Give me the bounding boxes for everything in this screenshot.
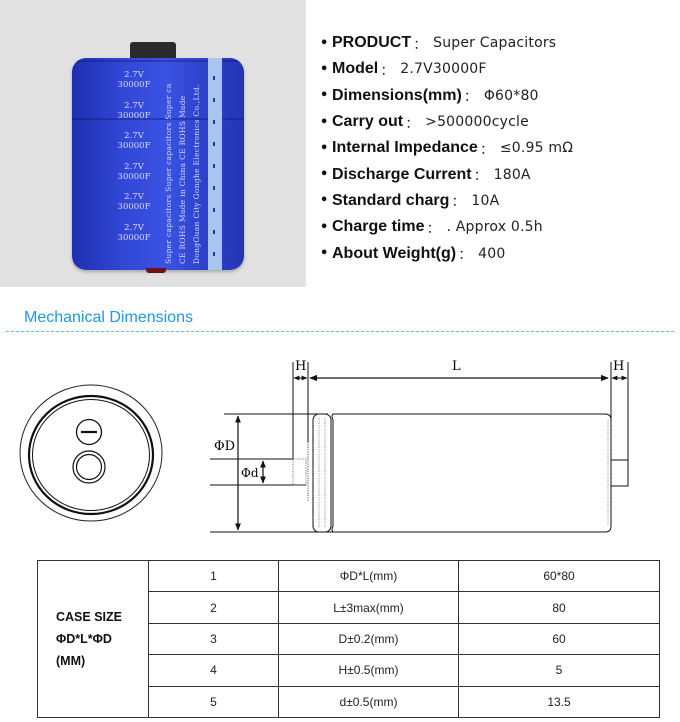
bullet-icon: •	[320, 114, 329, 130]
spec-item-discharge-current: • Discharge Current ： 180A	[320, 165, 531, 185]
dimension-table	[37, 560, 660, 718]
capacitor-print-line: DongGuan City Gonghe Electronics Co.,Ltd.	[192, 84, 201, 264]
spec-value: . Approx 0.5h	[446, 219, 543, 236]
capacitor-bottom-lead	[146, 268, 166, 273]
dim-label-phi-d-small: Φd	[241, 466, 259, 480]
case-size-label: CASE SIZE ΦD*L*ΦD (MM)	[38, 561, 149, 718]
row-value: 60	[459, 623, 660, 654]
spec-value: Super Capacitors	[433, 35, 557, 52]
table-row	[38, 561, 660, 592]
row-number: 4	[149, 655, 279, 686]
row-value: 60*80	[459, 561, 660, 592]
spec-label: Model	[332, 60, 379, 78]
spec-label: About Weight(g)	[332, 244, 457, 262]
dim-label-phi-d-large: ΦD	[214, 439, 236, 454]
spec-list	[320, 30, 680, 267]
spec-value: 400	[478, 245, 506, 262]
row-value: 13.5	[459, 686, 660, 717]
spec-label: Internal Impedance	[332, 139, 478, 157]
spec-item-internal-impedance: • Internal Impedance ： ≤0.95 mΩ	[320, 139, 574, 158]
capacitor-body	[72, 58, 244, 270]
row-value: 5	[459, 655, 660, 686]
spec-label: Carry out	[332, 113, 404, 131]
bullet-icon: •	[320, 246, 329, 262]
bullet-icon: •	[320, 61, 329, 77]
row-number: 1	[149, 561, 279, 592]
row-number: 5	[149, 686, 279, 717]
spec-label: Discharge Current	[332, 165, 472, 183]
positive-terminal-icon	[73, 451, 105, 483]
spec-value: 2.7V30000F	[400, 61, 487, 78]
row-parameter: d±0.5(mm)	[279, 686, 459, 717]
spec-value: Φ60*80	[483, 87, 539, 104]
section-title: Mechanical Dimensions	[24, 309, 193, 326]
dim-label-h-right: H	[613, 359, 625, 374]
spec-value: ≤0.95 mΩ	[499, 140, 574, 157]
spec-label: Charge time	[332, 218, 425, 236]
bullet-icon: •	[320, 193, 329, 209]
spec-value: 180A	[493, 166, 531, 183]
bullet-icon: •	[320, 35, 329, 51]
side-view-drawing	[200, 350, 660, 545]
dim-label-h-left: H	[295, 359, 307, 374]
spec-item-carry-out: • Carry out ： >500000cycle	[320, 113, 529, 132]
section-divider	[6, 331, 674, 332]
spec-item-standard-charge: • Standard charg ： 10A	[320, 191, 500, 211]
spec-item-model: • Model ： 2.7V30000F	[320, 60, 487, 79]
row-parameter: H±0.5(mm)	[279, 655, 459, 686]
capacitor-print-line: CE ROHS Made in China CE ROHS Made	[178, 95, 187, 264]
row-parameter: D±0.2(mm)	[279, 623, 459, 654]
row-number: 2	[149, 592, 279, 623]
row-parameter: L±3max(mm)	[279, 592, 459, 623]
spec-item-dimensions: • Dimensions(mm) ： Φ60*80	[320, 86, 539, 106]
spec-label: PRODUCT	[332, 34, 412, 52]
spec-value: 10A	[471, 192, 500, 209]
spec-value: >500000cycle	[425, 114, 529, 131]
bullet-icon: •	[320, 219, 329, 235]
row-value: 80	[459, 592, 660, 623]
row-number: 3	[149, 623, 279, 654]
spec-item-charge-time: • Charge time ： . Approx 0.5h	[320, 218, 543, 237]
negative-terminal-icon	[77, 420, 102, 445]
product-photo	[0, 0, 306, 287]
spec-label: Dimensions(mm)	[332, 86, 462, 104]
bullet-icon: •	[320, 140, 329, 156]
row-parameter: ΦD*L(mm)	[279, 561, 459, 592]
capacitor-print-line: Super capacitors Super capacitors Super ca	[164, 83, 173, 264]
spec-item-weight: • About Weight(g) ： 400	[320, 244, 506, 264]
dim-label-l: L	[452, 359, 461, 374]
spec-item-product: • PRODUCT ： Super Capacitors	[320, 34, 557, 53]
capacitor-rating-labels: 2.7V 30000F 2.7V 30000F 2.7V 30000F 2.7V 30000F 2.7V 30000F 2.7V 30000F	[117, 70, 151, 243]
bullet-icon: •	[320, 167, 329, 183]
bullet-icon: •	[320, 88, 329, 104]
spec-label: Standard charg	[332, 191, 450, 209]
end-view-drawing	[18, 383, 164, 523]
capacitor-stripe	[208, 58, 222, 270]
